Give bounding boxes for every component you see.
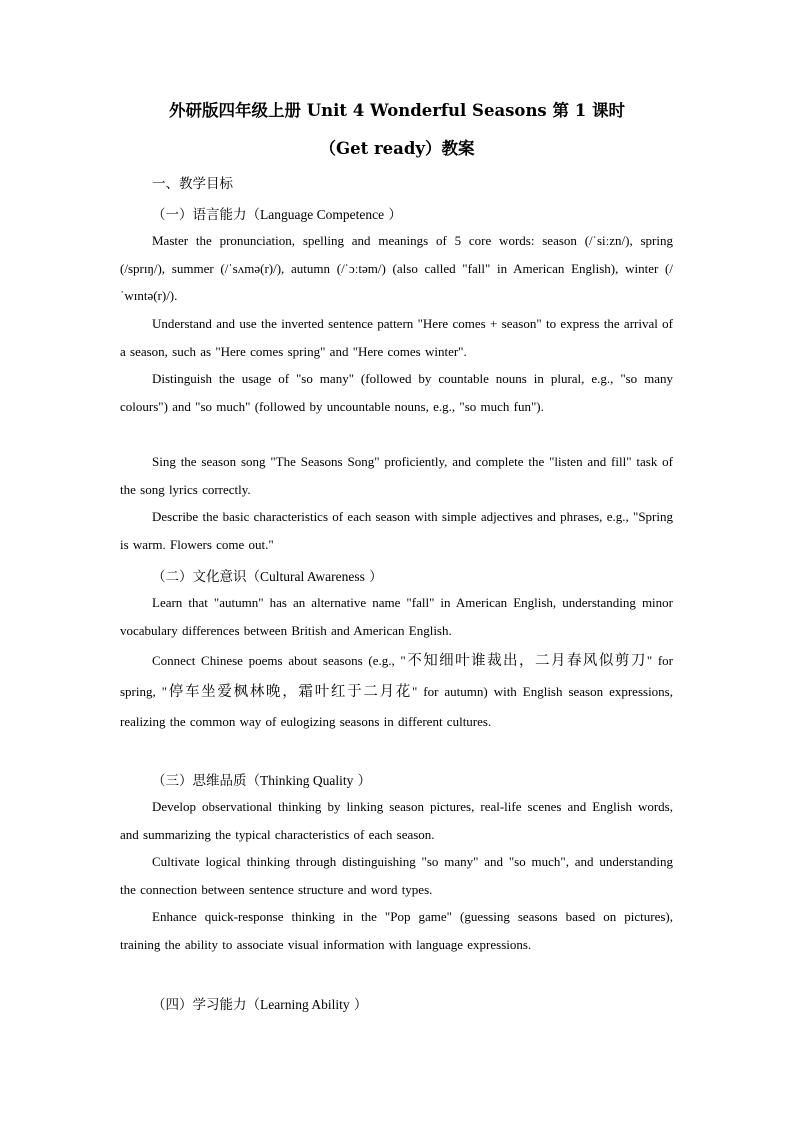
subheading-cn: （二）文化意识（ (152, 569, 260, 585)
document-title: 外研版四年级上册 Unit 4 Wonderful Seasons 第 1 课时 (169, 101, 625, 120)
subheading-en: Language Competence (260, 207, 385, 222)
paragraph: Master the pronunciation, spelling and meanings of 5 core words: season (/ˈsiːzn/), spring (/sprɪŋ/), summer (/ˈsʌmə(r)/), autumn (/ˈɔːtəm/) (also called "fall" in American English), winter (/ˈwɪntə(r)/). (120, 233, 673, 303)
paragraph: Learn that "autumn" has an alternative name "fall" in American English, understanding minor vocabulary differences between British and American English. (120, 595, 673, 638)
paragraph: Sing the season song "The Seasons Song" proficiently, and complete the "listen and fill" task of the song lyrics correctly. (120, 454, 673, 497)
subheading-en: Thinking Quality (260, 773, 354, 788)
subheading-end: ） (349, 997, 368, 1013)
subheading-en: Learning Ability (260, 997, 350, 1012)
paragraph: Connect Chinese poems about seasons (e.g., "不知细叶谁裁出，二月春风似剪刀" for spring, "停车坐爱枫林晚，霜叶红于二月花" for autumn) with English season expressions, realizing the common way of eulogizing seasons in different cultures. (120, 653, 674, 729)
document-subtitle: （Get ready）教案 (319, 139, 475, 158)
paragraph: Develop observational thinking by linking season pictures, real-life scenes and English words, and summarizing the typical characteristics of each season. (120, 799, 673, 842)
subheading-language-competence (152, 203, 402, 223)
subheading-end: ） (364, 569, 383, 585)
paragraph: Cultivate logical thinking through distinguishing "so many" and "so much", and understanding the connection between sentence structure and word types. (120, 854, 673, 897)
subheading-thinking-quality (152, 769, 371, 789)
subheading-cn: （四）学习能力（ (152, 997, 260, 1013)
subheading-en: Cultural Awareness (260, 569, 365, 584)
subheading-end: ） (353, 773, 372, 789)
subheading-cultural-awareness (152, 565, 383, 585)
paragraph: Distinguish the usage of "so many" (followed by countable nouns in plural, e.g., "so many colours") and "so much" (followed by uncountable nouns, e.g., "so much fun"). (120, 371, 673, 414)
section-heading-teaching-objectives: 一、教学目标 (152, 176, 233, 192)
chinese-poem-spring: 不知细叶谁裁出，二月春风似剪刀 (405, 653, 647, 669)
subheading-cn: （三）思维品质（ (152, 773, 260, 789)
subheading-learning-ability (152, 993, 367, 1013)
paragraph: Enhance quick-response thinking in the "Pop game" (guessing seasons based on pictures), training the ability to associate visual information with language expressions. (120, 909, 673, 952)
paragraph: Understand and use the inverted sentence pattern "Here comes + season" to express the arrival of a season, such as "Here comes spring" and "Here comes winter". (120, 316, 673, 359)
chinese-poem-autumn: 停车坐爱枫林晚，霜叶红于二月花 (167, 683, 412, 700)
subheading-cn: （一）语言能力（ (152, 207, 260, 223)
subheading-end: ） (384, 207, 402, 223)
paragraph: Describe the basic characteristics of each season with simple adjectives and phrases, e.g., "Spring is warm. Flowers come out." (120, 509, 673, 552)
